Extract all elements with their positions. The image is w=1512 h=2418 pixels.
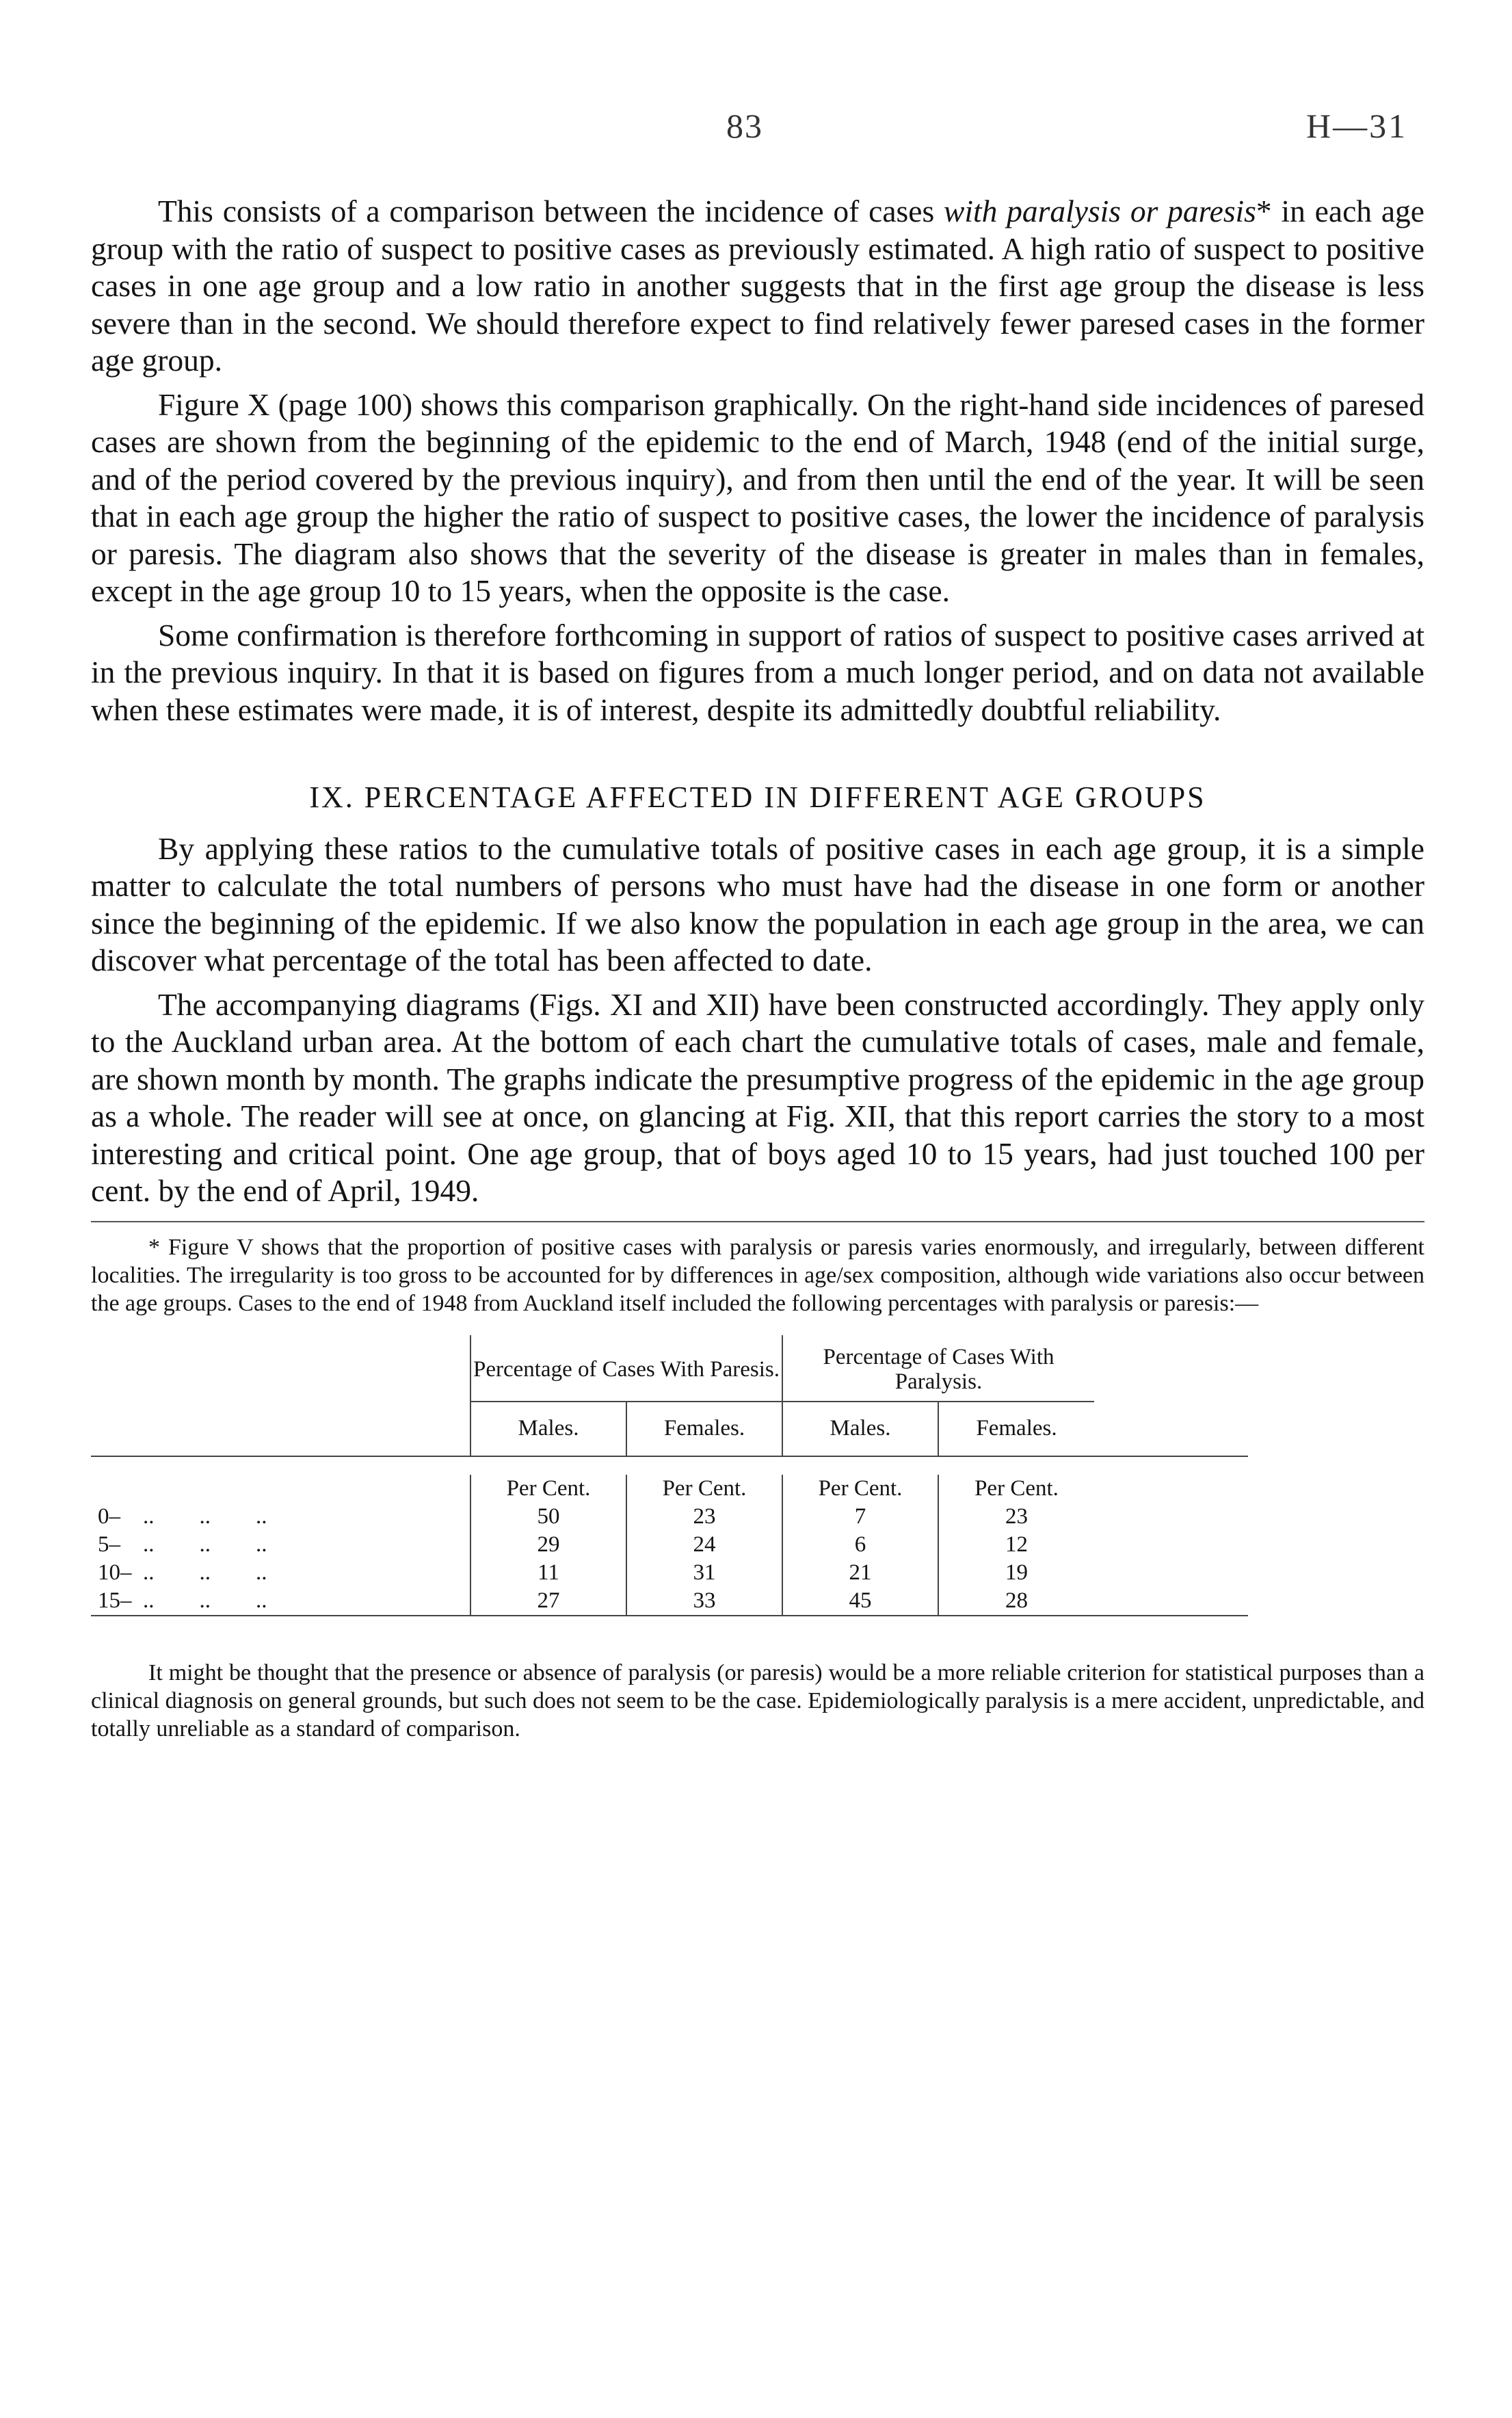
sub-header-paralysis-males: Males. <box>782 1402 938 1456</box>
value-cell: 21 <box>782 1559 938 1587</box>
value-cell: 27 <box>470 1587 626 1616</box>
value-cell: 11 <box>470 1559 626 1587</box>
value-cell: 50 <box>470 1503 626 1531</box>
footnote-marker: * <box>1256 194 1272 228</box>
dot-leader: .. .. .. <box>131 1560 267 1585</box>
table-row <box>91 1503 1248 1531</box>
row-age-label <box>91 1587 470 1616</box>
value-cell: 33 <box>626 1587 782 1616</box>
footnote-divider <box>91 1221 1424 1222</box>
value-cell: 45 <box>782 1587 938 1616</box>
page-code: H—31 <box>1306 107 1408 145</box>
section-heading: IX. PERCENTAGE AFFECTED IN DIFFERENT AGE GROUPS <box>309 780 1206 814</box>
paragraph-4: By applying these ratios to the cumulative totals of positive cases in each age group, it is a simple matter to calculate the total numbers of persons who must have had the disease in one form or another since the beginning of the epidemic. If we also know the population in each age group in the area, we can discover what percentage of the total has been affected to date. <box>91 830 1424 977</box>
table-row <box>91 1587 1248 1616</box>
paragraph-5: The accompanying diagrams (Figs. XI and XII) have been constructed accordingly. They apply only to the Auckland urban area. At the bottom of each chart the cumulative totals of cases, male and female, are shown month by month. The graphs indicate the presumptive progress of the epidemic in the age group as a whole. The reader will see at once, on glancing at Fig. XII, that this report carries the story to a most interesting and critical point. One age group, that of boys aged 10 to 15 years, had just touched 100 per cent. by the end of April, 1949. <box>91 986 1424 1208</box>
age-group: 5– <box>98 1532 120 1557</box>
value-cell: 29 <box>470 1531 626 1559</box>
sub-header-paresis-males: Males. <box>470 1402 626 1456</box>
percentage-table <box>91 1335 1248 1634</box>
value-cell: 6 <box>782 1531 938 1559</box>
value-cell: 24 <box>626 1531 782 1559</box>
paragraph-1-part-2: in each age group with the ratio of suspect to positive cases as previously estimated. A high ratio of suspect to positive cases in one age group and a low ratio in another suggests that in the first age group the disease is less severe than in the second. We should therefore expect to find relatively fewer paresed cases in the former age group. <box>91 194 1424 378</box>
dot-leader: .. .. .. <box>120 1532 267 1557</box>
value-cell: 19 <box>938 1559 1094 1587</box>
row-age-label <box>91 1503 470 1531</box>
sub-header-paresis-females: Females. <box>626 1402 782 1456</box>
footnote <box>91 1233 1424 1743</box>
age-group: 0– <box>98 1503 120 1529</box>
value-cell: 31 <box>626 1559 782 1587</box>
group-header-paralysis: Percentage of Cases With Paralysis. <box>782 1335 1094 1402</box>
table-bottom-rule <box>91 1616 1248 1634</box>
page-number: 83 <box>726 107 763 145</box>
value-cell: 12 <box>938 1531 1094 1559</box>
table-rule-row <box>91 1456 1248 1475</box>
row-age-label <box>91 1559 470 1587</box>
age-group: 15– <box>98 1588 132 1613</box>
unit-label: Per Cent. <box>470 1475 626 1503</box>
paragraph-1-emphasis: with paralysis or paresis <box>943 194 1256 228</box>
table-sub-header-row <box>91 1402 1248 1456</box>
table-group-header-row <box>91 1335 1248 1402</box>
age-group: 10– <box>98 1560 132 1585</box>
paragraph-2: Figure X (page 100) shows this comparison graphically. On the right-hand side incidences of paresed cases are shown from the beginning of the epidemic to the end of March, 1948 (end of the initial surge, and of the period covered by the previous inquiry), and from then until the end of the year. It will be seen that in each age group the higher the ratio of suspect to positive cases, the lower the incidence of paralysis or paresis. The diagram also shows that the severity of the disease is greater in males than in females, except in the age group 10 to 15 years, when the opposite is the case. <box>91 386 1424 608</box>
value-cell: 23 <box>938 1503 1094 1531</box>
paragraph-1 <box>91 193 1424 380</box>
value-cell: 23 <box>626 1503 782 1531</box>
table-row <box>91 1531 1248 1559</box>
dot-leader: .. .. .. <box>131 1588 267 1613</box>
table-row <box>91 1559 1248 1587</box>
paragraph-1-part-1: This consists of a comparison between the incidence of cases <box>158 194 944 228</box>
body-text <box>91 193 1424 1743</box>
value-cell: 7 <box>782 1503 938 1531</box>
table-unit-row <box>91 1475 1248 1503</box>
unit-label: Per Cent. <box>626 1475 782 1503</box>
unit-label: Per Cent. <box>782 1475 938 1503</box>
dot-leader: .. .. .. <box>120 1503 267 1529</box>
group-header-paresis: Percentage of Cases With Paresis. <box>470 1335 782 1402</box>
row-age-label <box>91 1531 470 1559</box>
paragraph-3: Some confirmation is therefore forthcoming in support of ratios of suspect to positive cases arrived at in the previous inquiry. In that it is based on figures from a much longer period, and on data not available when these estimates were made, it is of interest, despite its admittedly doubtful reliability. <box>91 617 1424 727</box>
page-header <box>0 106 1512 154</box>
unit-label: Per Cent. <box>938 1475 1094 1503</box>
sub-header-paralysis-females: Females. <box>938 1402 1094 1456</box>
footnote-text: * Figure V shows that the proportion of positive cases with paralysis or paresis varies enormously, and irregularly, between different localities. The irregularity is too gross to be accounted for by differences in age/sex composition, although wide variations also occur between the age groups. Cases to the end of 1948 from Auckland itself included the following percentages with paralysis or paresis:— <box>91 1234 1424 1316</box>
footnote-continuation: It might be thought that the presence or absence of paralysis (or paresis) would be a more reliable criterion for statistical purposes than a clinical diagnosis on general grounds, but such does not seem to be the case. Epidemiologically paralysis is a mere accident, unpredictable, and totally unreliable as a standard of comparison. <box>91 1659 1424 1742</box>
value-cell: 28 <box>938 1587 1094 1616</box>
